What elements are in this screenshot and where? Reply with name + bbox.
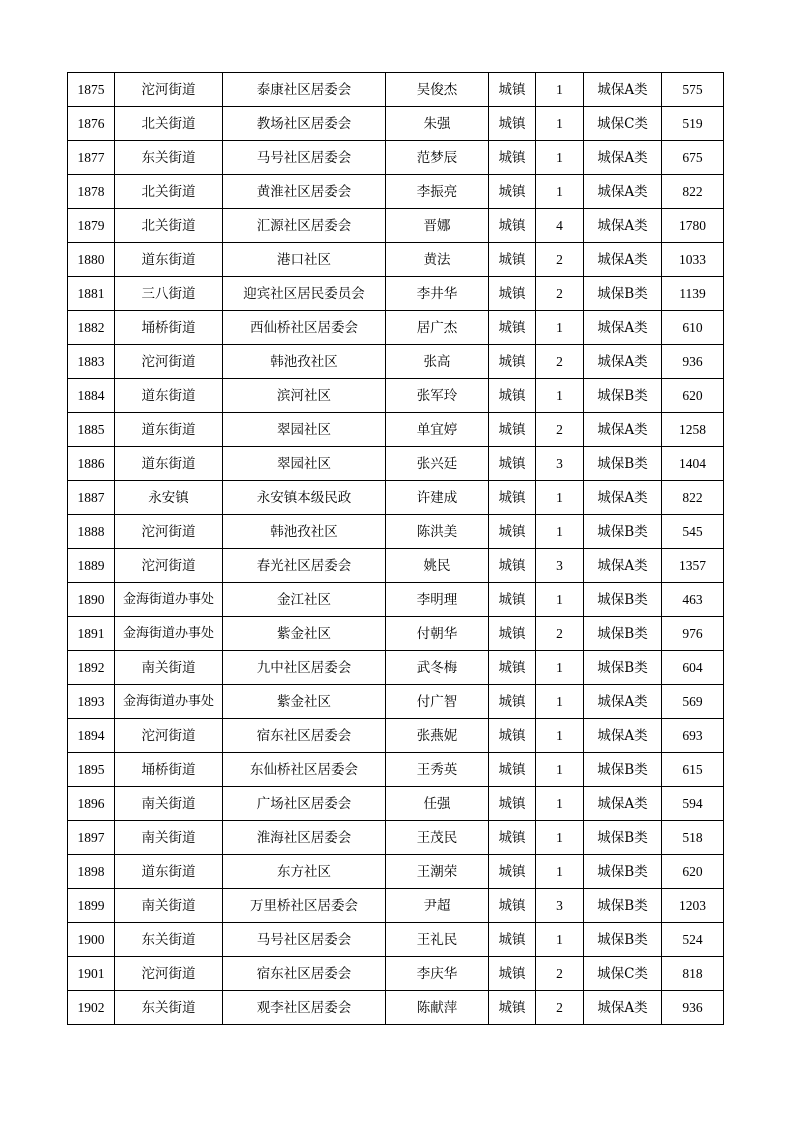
cell-area-type: 城镇: [489, 311, 536, 345]
cell-row-number: 1884: [68, 379, 115, 413]
cell-amount: 936: [662, 991, 724, 1025]
cell-amount: 693: [662, 719, 724, 753]
cell-insurance-category: 城保A类: [584, 481, 662, 515]
cell-amount: 615: [662, 753, 724, 787]
cell-row-number: 1879: [68, 209, 115, 243]
cell-street: 道东街道: [115, 413, 223, 447]
cell-area-type: 城镇: [489, 73, 536, 107]
cell-street: 南关街道: [115, 889, 223, 923]
table-row: [68, 991, 724, 1025]
cell-person-name: 范梦辰: [386, 141, 489, 175]
cell-street: 沱河街道: [115, 73, 223, 107]
cell-person-name: 付广智: [386, 685, 489, 719]
cell-street: 埇桥街道: [115, 311, 223, 345]
cell-household-size: 3: [536, 447, 584, 481]
cell-insurance-category: 城保A类: [584, 73, 662, 107]
cell-person-name: 许建成: [386, 481, 489, 515]
cell-street: 金海街道办事处: [115, 685, 223, 719]
cell-household-size: 1: [536, 753, 584, 787]
cell-person-name: 李庆华: [386, 957, 489, 991]
cell-amount: 1139: [662, 277, 724, 311]
table-body: [68, 73, 724, 1025]
cell-household-size: 1: [536, 855, 584, 889]
cell-row-number: 1902: [68, 991, 115, 1025]
cell-row-number: 1875: [68, 73, 115, 107]
cell-person-name: 尹超: [386, 889, 489, 923]
cell-street: 东关街道: [115, 141, 223, 175]
cell-insurance-category: 城保C类: [584, 107, 662, 141]
table-row: [68, 277, 724, 311]
cell-street: 道东街道: [115, 855, 223, 889]
cell-person-name: 王茂民: [386, 821, 489, 855]
cell-person-name: 姚民: [386, 549, 489, 583]
table-row: [68, 379, 724, 413]
cell-household-size: 1: [536, 787, 584, 821]
cell-community: 广场社区居委会: [223, 787, 386, 821]
cell-street: 东关街道: [115, 991, 223, 1025]
cell-amount: 518: [662, 821, 724, 855]
cell-street: 道东街道: [115, 243, 223, 277]
cell-community: 汇源社区居委会: [223, 209, 386, 243]
cell-row-number: 1892: [68, 651, 115, 685]
cell-amount: 1258: [662, 413, 724, 447]
cell-person-name: 武冬梅: [386, 651, 489, 685]
cell-household-size: 2: [536, 991, 584, 1025]
cell-person-name: 晋娜: [386, 209, 489, 243]
cell-community: 永安镇本级民政: [223, 481, 386, 515]
cell-amount: 1203: [662, 889, 724, 923]
cell-row-number: 1876: [68, 107, 115, 141]
cell-household-size: 1: [536, 481, 584, 515]
table-row: [68, 107, 724, 141]
cell-amount: 620: [662, 855, 724, 889]
cell-row-number: 1882: [68, 311, 115, 345]
cell-amount: 569: [662, 685, 724, 719]
cell-insurance-category: 城保A类: [584, 345, 662, 379]
cell-area-type: 城镇: [489, 447, 536, 481]
cell-insurance-category: 城保A类: [584, 991, 662, 1025]
cell-household-size: 3: [536, 549, 584, 583]
cell-row-number: 1887: [68, 481, 115, 515]
cell-street: 沱河街道: [115, 719, 223, 753]
cell-community: 九中社区居委会: [223, 651, 386, 685]
cell-community: 金江社区: [223, 583, 386, 617]
cell-row-number: 1899: [68, 889, 115, 923]
table-row: [68, 311, 724, 345]
cell-street: 东关街道: [115, 923, 223, 957]
table-row: [68, 447, 724, 481]
cell-insurance-category: 城保B类: [584, 651, 662, 685]
cell-household-size: 1: [536, 923, 584, 957]
cell-insurance-category: 城保B类: [584, 515, 662, 549]
cell-household-size: 3: [536, 889, 584, 923]
cell-person-name: 张燕妮: [386, 719, 489, 753]
cell-insurance-category: 城保B类: [584, 821, 662, 855]
cell-insurance-category: 城保A类: [584, 685, 662, 719]
table-row: [68, 583, 724, 617]
cell-insurance-category: 城保B类: [584, 379, 662, 413]
cell-household-size: 2: [536, 243, 584, 277]
cell-area-type: 城镇: [489, 277, 536, 311]
cell-household-size: 1: [536, 515, 584, 549]
cell-row-number: 1893: [68, 685, 115, 719]
cell-row-number: 1900: [68, 923, 115, 957]
cell-person-name: 朱强: [386, 107, 489, 141]
cell-community: 马号社区居委会: [223, 141, 386, 175]
cell-row-number: 1878: [68, 175, 115, 209]
cell-area-type: 城镇: [489, 515, 536, 549]
cell-person-name: 李振亮: [386, 175, 489, 209]
cell-insurance-category: 城保B类: [584, 855, 662, 889]
cell-person-name: 张兴廷: [386, 447, 489, 481]
cell-person-name: 王礼民: [386, 923, 489, 957]
cell-row-number: 1886: [68, 447, 115, 481]
cell-row-number: 1897: [68, 821, 115, 855]
cell-community: 滨河社区: [223, 379, 386, 413]
cell-person-name: 陈洪美: [386, 515, 489, 549]
table-row: [68, 243, 724, 277]
cell-area-type: 城镇: [489, 957, 536, 991]
cell-row-number: 1901: [68, 957, 115, 991]
cell-community: 西仙桥社区居委会: [223, 311, 386, 345]
cell-street: 沱河街道: [115, 515, 223, 549]
cell-household-size: 1: [536, 651, 584, 685]
cell-area-type: 城镇: [489, 991, 536, 1025]
cell-street: 金海街道办事处: [115, 617, 223, 651]
cell-amount: 818: [662, 957, 724, 991]
cell-community: 马号社区居委会: [223, 923, 386, 957]
cell-person-name: 张高: [386, 345, 489, 379]
cell-household-size: 2: [536, 277, 584, 311]
cell-amount: 822: [662, 481, 724, 515]
cell-street: 三八街道: [115, 277, 223, 311]
cell-person-name: 吴俊杰: [386, 73, 489, 107]
cell-community: 韩池孜社区: [223, 515, 386, 549]
cell-insurance-category: 城保B类: [584, 583, 662, 617]
cell-area-type: 城镇: [489, 583, 536, 617]
cell-community: 紫金社区: [223, 685, 386, 719]
cell-amount: 675: [662, 141, 724, 175]
cell-household-size: 1: [536, 379, 584, 413]
cell-household-size: 1: [536, 685, 584, 719]
cell-person-name: 王秀英: [386, 753, 489, 787]
table-row: [68, 685, 724, 719]
table-row: [68, 855, 724, 889]
cell-community: 春光社区居委会: [223, 549, 386, 583]
table-row: [68, 209, 724, 243]
table-row: [68, 141, 724, 175]
cell-amount: 1357: [662, 549, 724, 583]
cell-row-number: 1888: [68, 515, 115, 549]
cell-insurance-category: 城保B类: [584, 617, 662, 651]
cell-community: 翠园社区: [223, 447, 386, 481]
table-row: [68, 345, 724, 379]
cell-insurance-category: 城保C类: [584, 957, 662, 991]
cell-community: 翠园社区: [223, 413, 386, 447]
cell-community: 黄淮社区居委会: [223, 175, 386, 209]
cell-amount: 463: [662, 583, 724, 617]
table-row: [68, 787, 724, 821]
cell-street: 金海街道办事处: [115, 583, 223, 617]
cell-community: 紫金社区: [223, 617, 386, 651]
cell-person-name: 黄法: [386, 243, 489, 277]
cell-street: 北关街道: [115, 107, 223, 141]
cell-street: 永安镇: [115, 481, 223, 515]
cell-household-size: 1: [536, 175, 584, 209]
cell-area-type: 城镇: [489, 413, 536, 447]
cell-amount: 936: [662, 345, 724, 379]
cell-row-number: 1885: [68, 413, 115, 447]
cell-area-type: 城镇: [489, 685, 536, 719]
cell-household-size: 2: [536, 617, 584, 651]
cell-street: 沱河街道: [115, 549, 223, 583]
cell-area-type: 城镇: [489, 379, 536, 413]
cell-person-name: 王潮荣: [386, 855, 489, 889]
cell-area-type: 城镇: [489, 549, 536, 583]
cell-street: 道东街道: [115, 379, 223, 413]
cell-amount: 575: [662, 73, 724, 107]
cell-community: 宿东社区居委会: [223, 957, 386, 991]
cell-insurance-category: 城保B类: [584, 277, 662, 311]
cell-community: 淮海社区居委会: [223, 821, 386, 855]
table-row: [68, 821, 724, 855]
cell-household-size: 2: [536, 413, 584, 447]
cell-person-name: 李井华: [386, 277, 489, 311]
cell-household-size: 1: [536, 73, 584, 107]
cell-area-type: 城镇: [489, 923, 536, 957]
table-row: [68, 175, 724, 209]
cell-amount: 519: [662, 107, 724, 141]
cell-area-type: 城镇: [489, 481, 536, 515]
cell-insurance-category: 城保B类: [584, 753, 662, 787]
cell-person-name: 陈献萍: [386, 991, 489, 1025]
cell-row-number: 1877: [68, 141, 115, 175]
cell-household-size: 4: [536, 209, 584, 243]
cell-household-size: 1: [536, 719, 584, 753]
cell-street: 沱河街道: [115, 345, 223, 379]
table-row: [68, 549, 724, 583]
cell-amount: 822: [662, 175, 724, 209]
cell-insurance-category: 城保B类: [584, 923, 662, 957]
table-row: [68, 515, 724, 549]
cell-insurance-category: 城保A类: [584, 787, 662, 821]
table-row: [68, 753, 724, 787]
cell-amount: 1033: [662, 243, 724, 277]
cell-insurance-category: 城保A类: [584, 209, 662, 243]
cell-row-number: 1895: [68, 753, 115, 787]
cell-row-number: 1894: [68, 719, 115, 753]
cell-amount: 604: [662, 651, 724, 685]
table-row: [68, 651, 724, 685]
table-row: [68, 719, 724, 753]
cell-area-type: 城镇: [489, 243, 536, 277]
cell-person-name: 张军玲: [386, 379, 489, 413]
cell-insurance-category: 城保A类: [584, 413, 662, 447]
cell-community: 迎宾社区居民委员会: [223, 277, 386, 311]
cell-person-name: 李明理: [386, 583, 489, 617]
cell-person-name: 付朝华: [386, 617, 489, 651]
cell-street: 道东街道: [115, 447, 223, 481]
cell-row-number: 1889: [68, 549, 115, 583]
cell-community: 观李社区居委会: [223, 991, 386, 1025]
cell-row-number: 1890: [68, 583, 115, 617]
table-row: [68, 73, 724, 107]
cell-household-size: 1: [536, 107, 584, 141]
cell-street: 南关街道: [115, 787, 223, 821]
cell-insurance-category: 城保A类: [584, 175, 662, 209]
table-row: [68, 481, 724, 515]
cell-community: 宿东社区居委会: [223, 719, 386, 753]
records-table: [67, 72, 724, 1025]
cell-area-type: 城镇: [489, 651, 536, 685]
cell-insurance-category: 城保B类: [584, 447, 662, 481]
cell-area-type: 城镇: [489, 855, 536, 889]
cell-area-type: 城镇: [489, 141, 536, 175]
cell-area-type: 城镇: [489, 821, 536, 855]
cell-community: 韩池孜社区: [223, 345, 386, 379]
cell-person-name: 居广杰: [386, 311, 489, 345]
cell-person-name: 任强: [386, 787, 489, 821]
cell-insurance-category: 城保A类: [584, 719, 662, 753]
cell-insurance-category: 城保A类: [584, 549, 662, 583]
cell-street: 北关街道: [115, 175, 223, 209]
cell-street: 北关街道: [115, 209, 223, 243]
table-row: [68, 889, 724, 923]
cell-community: 东仙桥社区居委会: [223, 753, 386, 787]
cell-area-type: 城镇: [489, 107, 536, 141]
cell-community: 东方社区: [223, 855, 386, 889]
cell-community: 教场社区居委会: [223, 107, 386, 141]
cell-household-size: 1: [536, 141, 584, 175]
cell-street: 沱河街道: [115, 957, 223, 991]
cell-area-type: 城镇: [489, 753, 536, 787]
cell-community: 港口社区: [223, 243, 386, 277]
cell-person-name: 单宜婷: [386, 413, 489, 447]
cell-street: 南关街道: [115, 651, 223, 685]
cell-area-type: 城镇: [489, 175, 536, 209]
cell-amount: 620: [662, 379, 724, 413]
table-row: [68, 957, 724, 991]
cell-area-type: 城镇: [489, 345, 536, 379]
cell-household-size: 1: [536, 311, 584, 345]
table-row: [68, 413, 724, 447]
cell-row-number: 1898: [68, 855, 115, 889]
cell-amount: 545: [662, 515, 724, 549]
cell-insurance-category: 城保A类: [584, 311, 662, 345]
cell-insurance-category: 城保B类: [584, 889, 662, 923]
cell-amount: 1780: [662, 209, 724, 243]
cell-row-number: 1891: [68, 617, 115, 651]
cell-street: 南关街道: [115, 821, 223, 855]
cell-area-type: 城镇: [489, 209, 536, 243]
cell-area-type: 城镇: [489, 889, 536, 923]
cell-amount: 610: [662, 311, 724, 345]
table-row: [68, 923, 724, 957]
cell-amount: 594: [662, 787, 724, 821]
cell-household-size: 1: [536, 583, 584, 617]
cell-street: 埇桥街道: [115, 753, 223, 787]
cell-row-number: 1883: [68, 345, 115, 379]
table-row: [68, 617, 724, 651]
cell-community: 万里桥社区居委会: [223, 889, 386, 923]
cell-insurance-category: 城保A类: [584, 141, 662, 175]
cell-household-size: 2: [536, 957, 584, 991]
cell-area-type: 城镇: [489, 617, 536, 651]
cell-area-type: 城镇: [489, 787, 536, 821]
cell-row-number: 1881: [68, 277, 115, 311]
cell-household-size: 1: [536, 821, 584, 855]
cell-amount: 524: [662, 923, 724, 957]
cell-row-number: 1880: [68, 243, 115, 277]
cell-row-number: 1896: [68, 787, 115, 821]
cell-area-type: 城镇: [489, 719, 536, 753]
cell-insurance-category: 城保A类: [584, 243, 662, 277]
cell-community: 泰康社区居委会: [223, 73, 386, 107]
cell-amount: 1404: [662, 447, 724, 481]
cell-household-size: 2: [536, 345, 584, 379]
cell-amount: 976: [662, 617, 724, 651]
